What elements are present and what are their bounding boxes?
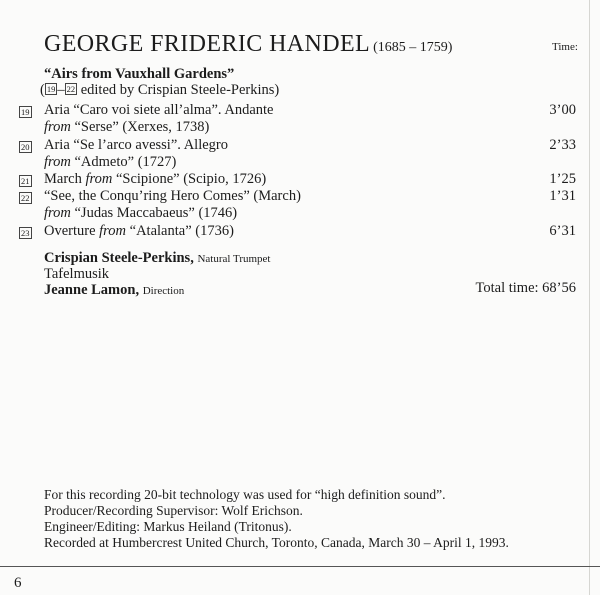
track-source: from “Judas Maccabaeus” (1746) xyxy=(44,205,238,221)
engineer-credit: Engineer/Editing: Markus Heiland (Tritonus). xyxy=(44,519,292,534)
composer-name: GEORGE FRIDERIC HANDEL xyxy=(44,31,371,57)
track-number: 19 xyxy=(21,107,30,117)
track-duration: 1’25 xyxy=(549,171,576,187)
track-title: “See, the Conqu’ring Hero Comes” (March) xyxy=(44,188,301,204)
performer-soloist: Crispian Steele-Perkins, Natural Trumpet xyxy=(44,250,271,266)
track-number: 22 xyxy=(21,193,30,203)
page-number: 6 xyxy=(14,575,22,591)
track-number: 21 xyxy=(21,176,30,186)
track-duration: 6’31 xyxy=(549,223,576,239)
footer-rule xyxy=(0,566,600,567)
page-edge-shadow xyxy=(589,0,590,595)
track-duration: 3’00 xyxy=(549,102,576,118)
recording-note: For this recording 20-bit technology was used for “high definition sound”. xyxy=(44,487,446,502)
track-source: from “Admeto” (1727) xyxy=(44,154,177,170)
track-number: 23 xyxy=(21,228,30,238)
track-duration: 1’31 xyxy=(549,188,576,204)
suite-editor: edited by Crispian Steele-Perkins) xyxy=(80,82,280,98)
track-range-separator: – xyxy=(57,82,65,98)
track-title: Aria “Caro voi siete all’alma”. Andante xyxy=(44,102,274,118)
track-source: from “Serse” (Xerxes, 1738) xyxy=(44,119,210,135)
track-range-end: 22 xyxy=(66,84,76,94)
recording-location: Recorded at Humbercrest United Church, Toronto, Canada, March 30 – April 1, 1993. xyxy=(44,535,509,550)
track-number: 20 xyxy=(21,142,30,152)
composer-heading xyxy=(44,31,452,58)
time-column-header: Time: xyxy=(552,41,578,53)
producer-credit: Producer/Recording Supervisor: Wolf Erichson. xyxy=(44,503,303,518)
track-title: Overture from “Atalanta” (1736) xyxy=(44,223,234,239)
suite-title: “Airs from Vauxhall Gardens” xyxy=(44,66,235,82)
composer-dates: (1685 – 1759) xyxy=(373,40,453,55)
total-time: Total time: 68’56 xyxy=(475,280,576,296)
performer-ensemble: Tafelmusik xyxy=(44,266,110,282)
track-title: March from “Scipione” (Scipio, 1726) xyxy=(44,171,267,187)
track-range-start: 19 xyxy=(46,84,56,94)
performer-director: Jeanne Lamon, Direction xyxy=(44,282,185,298)
suite-credit: ( 19 – 22 edited by Crispian Steele-Perkins) xyxy=(40,82,280,98)
track-title: Aria “Se l’arco avessi”. Allegro xyxy=(44,137,228,153)
track-duration: 2’33 xyxy=(549,137,576,153)
